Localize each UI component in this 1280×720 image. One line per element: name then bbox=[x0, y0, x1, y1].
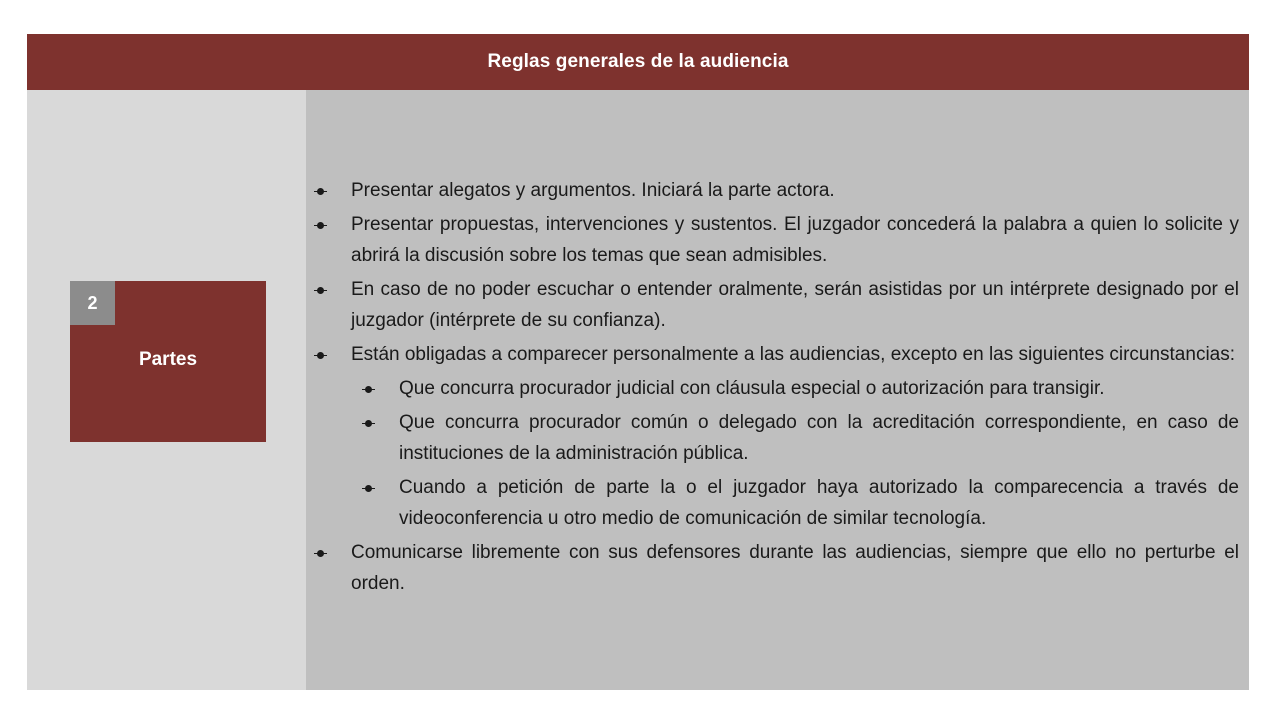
bullet-item bbox=[351, 209, 1239, 271]
bullet-text: Están obligadas a comparecer personalmente a las audiencias, excepto en las siguientes circunstancias: bbox=[351, 344, 1236, 365]
bullet-text: Presentar propuestas, intervenciones y sustentos. El juzgador concederá la palabra a quien lo solicite y abrirá la discusión sobre los temas que sean admisibles. bbox=[351, 214, 1239, 266]
bullet-icon bbox=[317, 222, 324, 229]
bullet-text: En caso de no poder escuchar o entender oralmente, serán asistidas por un intérprete designado por el juzgador (intérprete de su confianza). bbox=[351, 279, 1239, 331]
bullet-icon bbox=[317, 188, 324, 195]
bullet-icon bbox=[317, 352, 324, 359]
section-label: Partes bbox=[138, 349, 198, 370]
section-number-badge: 2 bbox=[70, 281, 115, 325]
bullet-item bbox=[351, 339, 1239, 370]
content-panel bbox=[306, 90, 1249, 690]
bullet-text: Cuando a petición de parte la o el juzgador haya autorizado la comparecencia a través de videoconferencia u otro medio de comunicación de similar tecnología. bbox=[399, 477, 1239, 529]
bullet-text: Presentar alegatos y argumentos. Iniciará la parte actora. bbox=[351, 180, 835, 201]
bullet-item bbox=[351, 175, 1239, 206]
bullet-icon bbox=[365, 485, 372, 492]
bullet-text: Que concurra procurador común o delegado con la acreditación correspondiente, en caso de instituciones de la administración pública. bbox=[399, 412, 1239, 464]
bullet-list bbox=[306, 175, 1249, 602]
bullet-icon bbox=[365, 420, 372, 427]
bullet-item bbox=[351, 537, 1239, 599]
bullet-item bbox=[351, 274, 1239, 336]
bullet-text: Comunicarse libremente con sus defensores durante las audiencias, siempre que ello no perturbe el orden. bbox=[351, 542, 1239, 594]
sub-bullet-item bbox=[399, 407, 1239, 469]
bullet-text: Que concurra procurador judicial con cláusula especial o autorización para transigir. bbox=[399, 378, 1105, 399]
sub-bullet-item bbox=[399, 373, 1239, 404]
header-bar bbox=[27, 34, 1249, 90]
bullet-icon bbox=[317, 550, 324, 557]
left-panel bbox=[27, 90, 306, 690]
bullet-icon bbox=[365, 386, 372, 393]
sub-bullet-item bbox=[399, 472, 1239, 534]
section-box bbox=[70, 281, 266, 442]
bullet-icon bbox=[317, 287, 324, 294]
page-title: Reglas generales de la audiencia bbox=[487, 51, 789, 72]
